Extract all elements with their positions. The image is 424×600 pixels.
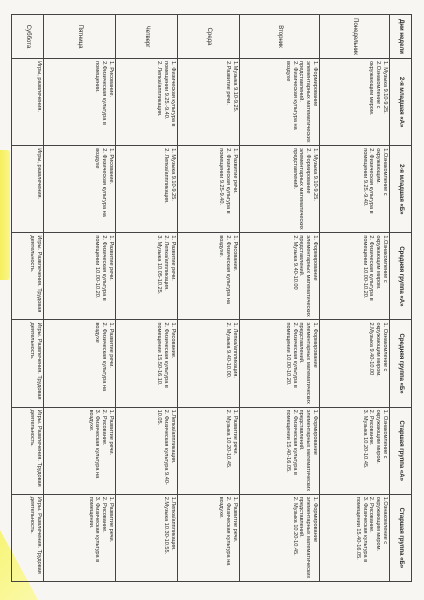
lesson-cell [12,494,44,581]
lesson-line: 3. Музыка 10.05-10.25. [156,235,163,295]
lesson-line: 1. Формирование элементарных математических представлений. [298,235,318,317]
lesson-line: 2. Физическая культура на воздухе. [218,496,232,566]
header-group: Средняя группа «А» [390,233,412,320]
day-cell: Суббота [12,15,44,59]
day-cell: Вторник [240,15,320,59]
lesson-line: 2. Лепка/аппликация. [163,148,170,204]
lesson-cell [116,494,178,581]
lesson-line: 2. Физическая культура в помещении 15.40-16.05. [284,409,298,476]
lesson-line: 1. Формирование элементарных математических представлений. [298,322,318,404]
lesson-line: 1. Развитие речи. [108,235,114,281]
lesson-cell [178,494,240,581]
lesson-line: 2. Музыка 10.20-10.45. [291,496,298,556]
lesson-cell [320,320,390,407]
header-days: Дни недели [390,15,412,59]
lesson-line: Игры. Развлечения. Трудовая деятельность. [29,409,42,487]
lesson-cell [320,407,390,494]
lesson-line: 1. Ознакомление с окружающим миром. [375,409,388,464]
lesson-line: 1.Ознакомление с окружающим миром. [375,235,388,290]
lesson-line: 2. Формирование элементарных математических представлений. [291,148,312,230]
lesson-line: 2.Ознакомление с окружающим миром. [368,61,382,116]
lesson-line: 2. Рисование. [368,409,375,446]
lesson-line: 1.Ознакомление с окружающим миром. [375,496,388,551]
lesson-line: 2. Лепка/аппликация. [156,61,163,117]
lesson-line: 1.Ознакомление с окружающим. [375,148,388,196]
header-group: Средняя группа «Б» [390,320,412,407]
lesson-line: 2. Рисование. [101,409,108,446]
lesson-line: 2. Музыка 10.20-10.45. [225,409,232,469]
header-group: Старшая группа «Б» [390,494,412,581]
lesson-line: 2. Физическая культура в помещении 9.25-9.40. [218,148,232,214]
lesson-cell [320,494,390,581]
lesson-line: 2. Физическая культура 9.40-10.05. [156,409,170,485]
lesson-cell [240,59,320,146]
lesson-cell [44,407,116,494]
table-row [116,15,178,582]
lesson-line: 2.Музыка 10.30-10.55. [163,496,170,555]
lesson-cell [240,494,320,581]
header-group: 2-я младшая «А» [390,59,412,146]
lesson-cell [12,320,44,407]
lesson-line: 1. Формирование элементарных математических представлений. [298,496,318,579]
lesson-line: 1. Лепка/аппликация. [232,322,238,378]
lesson-cell [240,146,320,233]
lesson-cell [178,59,240,146]
lesson-line: Игры, развлечения. [36,148,42,200]
table-row [240,15,320,582]
lesson-line: 2. Физическая культура в помещении 10.00-10.20. [284,322,298,388]
lesson-line: 1. Развитие речи. [108,322,114,368]
lesson-cell [320,146,390,233]
lesson-line: Игры. Развлечения. Трудовая деятельность. [29,235,42,313]
lesson-line: 1. Развитие речи. [232,409,238,456]
day-cell: Пятница [44,15,116,59]
lesson-cell [116,146,178,233]
lesson-line: 1. Музыка 9.10-9.25. [312,148,318,201]
lesson-line: 2. Физическая культура на воздухе [94,148,108,217]
lesson-line: 1. Рисование. [108,61,114,98]
lesson-line: 2. Физическая культура в помещении 15.50-16.10. [156,322,170,388]
lesson-cell [44,494,116,581]
lesson-line: 1. Рисование. [108,148,114,185]
lesson-line: 2. Музыка 9.40-10.00 [291,235,298,290]
lesson-cell [44,233,116,320]
lesson-cell [44,320,116,407]
lesson-line: 2. Физическая культура в помещении 10.00-10.20. [361,235,375,301]
day-cell: Понедельник [320,15,390,59]
lesson-line: 1. Развитие речи. [170,235,176,281]
lesson-line: 2. Физическая культура на воздухе. [218,235,232,304]
lesson-cell [12,407,44,494]
header-row [390,15,412,582]
lesson-line: 3. Физическая культура в помещении. [87,496,101,563]
lesson-line: 3. Физическая культура на воздухе. [87,409,101,479]
lesson-line: 3. Физическая культура в помещении 15.40-16.05. [354,496,368,563]
header-group: 2-я младшая «Б» [390,146,412,233]
lesson-cell [12,59,44,146]
lesson-line: 2. Рисование. [101,496,108,533]
lesson-cell [178,407,240,494]
lesson-line: 2. Физическая культура в помещении 10.00-10.20. [94,235,108,301]
lesson-line: 1. Физическая культура в помещении 9.25.-9.40. [163,61,176,127]
lesson-line: 2. Физическая культура в помещении 9.25.-9.40. [361,148,375,214]
header-group: Старшая группа «А» [390,407,412,494]
lesson-line: 1. Формирование элементарных математических представлений. [298,409,318,492]
table-row [12,15,44,582]
day-cell: Четверг [116,15,178,59]
lesson-line: 1. Развитие речи. [232,148,238,194]
lesson-line: 1.Лепка/аппликация. [170,496,176,551]
lesson-line: 1. Рисование. [232,235,238,272]
lesson-line: Игры, развлечения. [36,61,42,112]
lesson-line: 1. Рисование. [170,322,176,359]
lesson-line: 1. Развитие речи. [232,496,238,543]
table-row [44,15,116,582]
lesson-line: 2. Рисование. [368,496,375,533]
lesson-cell [178,146,240,233]
lesson-line: 1. Развитие речи. [108,496,114,543]
lesson-line: 1. Музыка 9.10-9.25. [382,61,388,114]
lesson-cell [116,320,178,407]
lesson-cell [12,233,44,320]
lesson-line: 2.Развитие речи. [225,61,232,105]
table-row [178,15,240,582]
schedule-table [11,14,412,582]
lesson-line: 1.Музыка 9.10-9.25. [232,61,238,113]
lesson-line: Игры. Развлечения. Трудовая деятельность. [29,322,42,400]
lesson-cell [178,320,240,407]
lesson-cell [44,146,116,233]
lesson-line: 1. Формирование элементарных математических представлений. [298,61,318,143]
lesson-line: 3. Музыка 10.20-10.45. [361,409,368,469]
lesson-line: 2.Музыка 9.40-10.00 [368,322,375,376]
lesson-cell [240,320,320,407]
lesson-cell [320,233,390,320]
table-row [320,15,390,582]
lesson-cell [240,407,320,494]
lesson-line: 2. Физическая культура на воздухе [284,61,298,130]
lesson-cell [178,233,240,320]
lesson-cell [116,407,178,494]
lesson-cell [240,233,320,320]
lesson-line: 1. Ознакомление с окружающим миром. [375,322,388,377]
lesson-line: Игры. Развлечения. Трудовая деятельность. [29,496,42,574]
lesson-cell [320,59,390,146]
lesson-line: 2.Физическая культура в помещении. [94,61,108,125]
lesson-line: 2. Лепка/аппликация. [163,235,170,291]
lesson-line: 1. Музыка 9.10-9.25. [170,148,176,201]
lesson-cell [116,233,178,320]
lesson-cell [44,59,116,146]
lesson-line: 2. Музыка 9.40-10.00. [225,322,232,379]
lesson-line: 2. Физическая культура на воздухе [94,322,108,392]
lesson-cell [12,146,44,233]
lesson-line: 1.Лепка/аппликация. [170,409,176,464]
lesson-cell [116,59,178,146]
lesson-line: 1. Развитие речи. [108,409,114,456]
day-cell: Среда [178,15,240,59]
